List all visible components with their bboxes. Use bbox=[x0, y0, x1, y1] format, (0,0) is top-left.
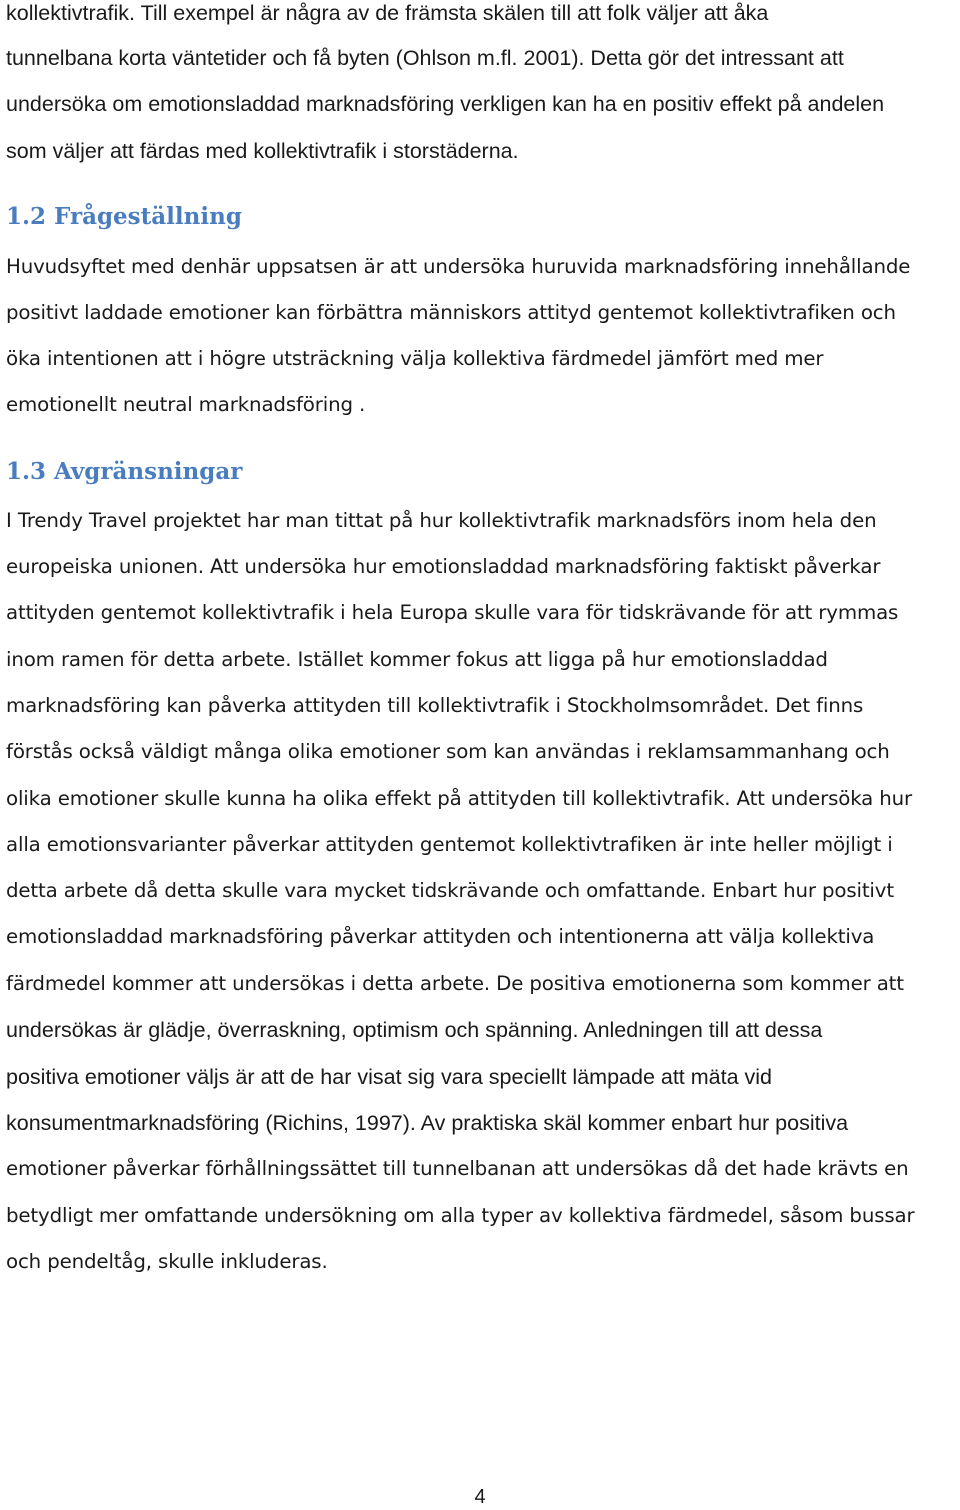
paragraph-line: olika emotioner skulle kunna ha olika effekt på attityden till kollektivtrafik. Att undersöka hur bbox=[6, 787, 913, 810]
paragraph-line: inom ramen för detta arbete. Istället kommer fokus att ligga på hur emotionsladdad bbox=[6, 648, 828, 671]
paragraph-line: undersökas är glädje, överraskning, optimism och spänning. Anledningen till att dessa bbox=[6, 1018, 823, 1042]
section-heading-1-2: 1.2 Frågeställning bbox=[6, 203, 242, 230]
paragraph-line: positiva emotioner väljs är att de har visat sig vara speciellt lämpade att mäta vid bbox=[6, 1065, 773, 1089]
paragraph-line: I Trendy Travel projektet har man tittat på hur kollektivtrafik marknadsförs inom hela den bbox=[6, 509, 877, 532]
paragraph-line: betydligt mer omfattande undersökning om alla typer av kollektiva färdmedel, såsom bussar bbox=[6, 1204, 915, 1227]
paragraph-line: marknadsföring kan påverka attityden till kollektivtrafik i Stockholmsområdet. Det finns bbox=[6, 694, 864, 717]
paragraph-line: förstås också väldigt många olika emotioner som kan användas i reklamsammanhang och bbox=[6, 740, 890, 763]
paragraph-line: europeiska unionen. Att undersöka hur emotionsladdad marknadsföring faktiskt påverkar bbox=[6, 555, 881, 578]
paragraph-line: Huvudsyftet med denhär uppsatsen är att undersöka huruvida marknadsföring innehållande bbox=[6, 255, 911, 278]
intro-line: kollektivtrafik. Till exempel är några av de främsta skälen till att folk väljer att åka bbox=[6, 1, 769, 25]
paragraph-line: emotionellt neutral marknadsföring . bbox=[6, 393, 366, 416]
paragraph-line: detta arbete då detta skulle vara mycket tidskrävande och omfattande. Enbart hur positivt bbox=[6, 879, 894, 902]
page-number: 4 bbox=[474, 1486, 486, 1508]
paragraph-line: emotioner påverkar förhållningssättet till tunnelbanan att undersökas då det hade krävts en bbox=[6, 1157, 909, 1180]
paragraph-line: och pendeltåg, skulle inkluderas. bbox=[6, 1250, 328, 1273]
paragraph-line: positivt laddade emotioner kan förbättra människors attityd gentemot kollektivtrafiken och bbox=[6, 301, 896, 324]
paragraph-line: konsumentmarknadsföring (Richins, 1997). Av praktiska skäl kommer enbart hur positiva bbox=[6, 1111, 849, 1135]
section-heading-1-3: 1.3 Avgränsningar bbox=[6, 458, 243, 485]
intro-line: som väljer att färdas med kollektivtrafik i storstäderna. bbox=[6, 139, 519, 163]
paragraph-line: emotionsladdad marknadsföring påverkar attityden och intentionerna att välja kollektiva bbox=[6, 925, 875, 948]
intro-line: undersöka om emotionsladdad marknadsföring verkligen kan ha en positiv effekt på andelen bbox=[6, 92, 885, 116]
paragraph-line: färdmedel kommer att undersökas i detta arbete. De positiva emotionerna som kommer att bbox=[6, 972, 904, 995]
paragraph-line: alla emotionsvarianter påverkar attityden gentemot kollektivtrafiken är inte heller möjligt i bbox=[6, 833, 893, 856]
paragraph-line: öka intentionen att i högre utsträckning välja kollektiva färdmedel jämfört med mer bbox=[6, 347, 824, 370]
intro-line: tunnelbana korta väntetider och få byten (Ohlson m.fl. 2001). Detta gör det intressant att bbox=[6, 46, 844, 70]
paragraph-line: attityden gentemot kollektivtrafik i hela Europa skulle vara för tidskrävande för att rymmas bbox=[6, 601, 899, 624]
